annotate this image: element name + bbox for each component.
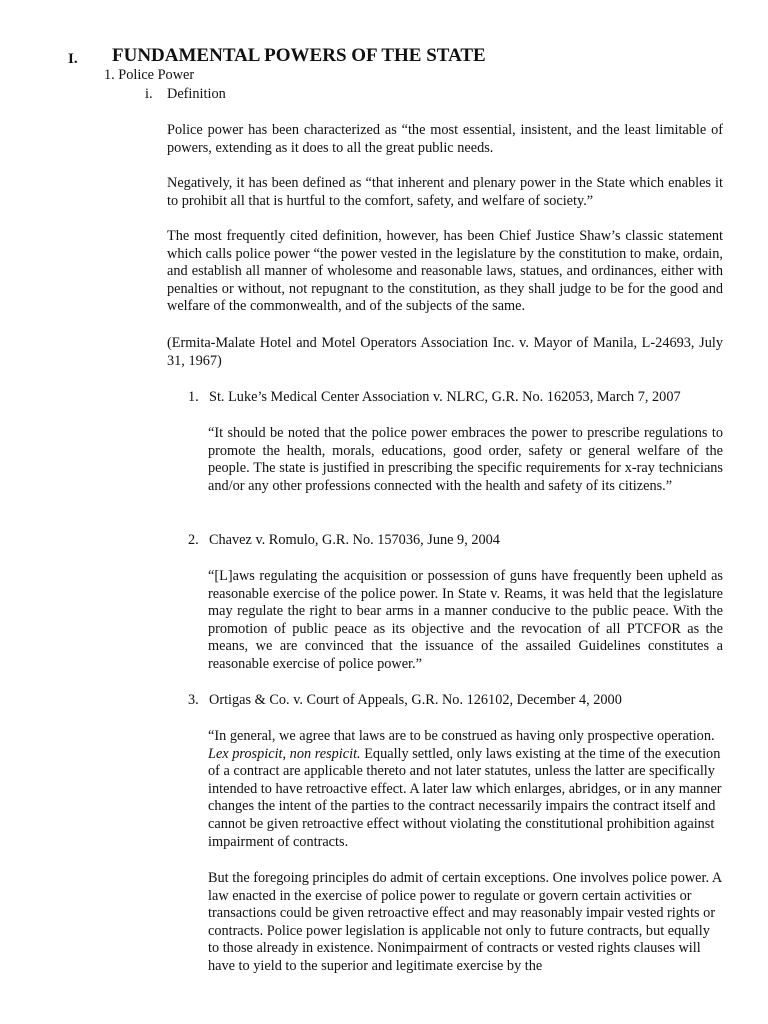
paragraph-shaw-definition: The most frequently cited definition, however, has been Chief Justice Shaw’s classic statement which calls police power “the power vested in the legislature by the constitution to make, ordain, and establish all manner of wholesome and reasonable laws, statues, and ordinances, either with penalties or without, not repugnant to the constitution, as they shall judge to be for the good and welfare of the commonwealth, and of the subjects of the same. <box>167 228 723 315</box>
case-quote-1: “It should be noted that the police power embraces the power to prescribe regulations to promote the health, morals, educations, good order, safety or general welfare of the people. The state is justified in prescribing the specific requirements for x-ray technicians and/or any other professions connected with the health and safety of its citizens.” <box>208 425 723 494</box>
subsubheading-number: i. <box>145 86 153 102</box>
section-title: FUNDAMENTAL POWERS OF THE STATE <box>112 45 486 66</box>
subheading-police-power: 1. Police Power <box>104 67 195 83</box>
paragraph-citation: (Ermita-Malate Hotel and Motel Operators Association Inc. v. Mayor of Manila, L-24693, July 31, 1967) <box>167 335 723 369</box>
case-title-3 <box>188 692 622 709</box>
case-name: Chavez v. Romulo, G.R. No. 157036, June 9, 2004 <box>209 532 500 548</box>
case-name: St. Luke’s Medical Center Association v. NLRC, G.R. No. 162053, March 7, 2007 <box>209 389 681 405</box>
subsubheading-label: Definition <box>167 86 226 102</box>
case-name: Ortigas & Co. v. Court of Appeals, G.R. No. 126102, December 4, 2000 <box>209 692 622 708</box>
case-number: 1. <box>188 389 199 405</box>
case-title-2 <box>188 532 500 549</box>
paragraph-negative-definition: Negatively, it has been defined as “that inherent and plenary power in the State which enables it to prohibit all that is hurtful to the comfort, safety, and welfare of society.” <box>167 175 723 209</box>
latin-maxim: Lex prospicit, non respicit. <box>208 745 361 762</box>
case-quote-3 <box>208 728 723 851</box>
case-quote-2: “[L]aws regulating the acquisition or possession of guns have frequently been upheld as reasonable exercise of the police power. In State v. Reams, it was held that the legislature may regulate the right to bear arms in a manner conducive to the public peace. With the promotion of public peace as its objective and the revocation of all PTCFOR as the means, we are convinced that the issuance of the assailed Guidelines constitutes a reasonable exercise of police power.” <box>208 568 723 672</box>
case-title-1 <box>188 389 681 406</box>
case-number: 3. <box>188 692 199 708</box>
quote-text: “In general, we agree that laws are to be construed as having only prospective operation. <box>208 728 715 744</box>
paragraph-characterization: Police power has been characterized as “the most essential, insistent, and the least limitable of powers, extending as it does to all the great public needs. <box>167 122 723 156</box>
case-number: 2. <box>188 532 199 548</box>
subsubheading-definition <box>145 86 226 103</box>
case-quote-3-continued: But the foregoing principles do admit of certain exceptions. One involves police power. A law enacted in the exercise of police power to regulate or govern certain activities or transactions could be given retroactive effect and may reasonably impair vested rights or contracts. Police power legislation is applicable not only to future contracts, but equally to those already in existence. Nonimpairment of contracts or vested rights clauses will have to yield to the superior and legitimate exercise by the <box>208 870 722 974</box>
quote-text: Equally settled, only laws existing at the time of the execution of a contract are applicable thereto and not later statutes, unless the latter are specifically intended to have retroactive effect. A later law which enlarges, abridges, or in any manner changes the intent of the parties to the contract necessarily impairs the contract itself and cannot be given retroactive effect without violating the constitutional prohibition against impairment of contracts. <box>208 745 722 850</box>
section-number: I. <box>68 51 78 67</box>
